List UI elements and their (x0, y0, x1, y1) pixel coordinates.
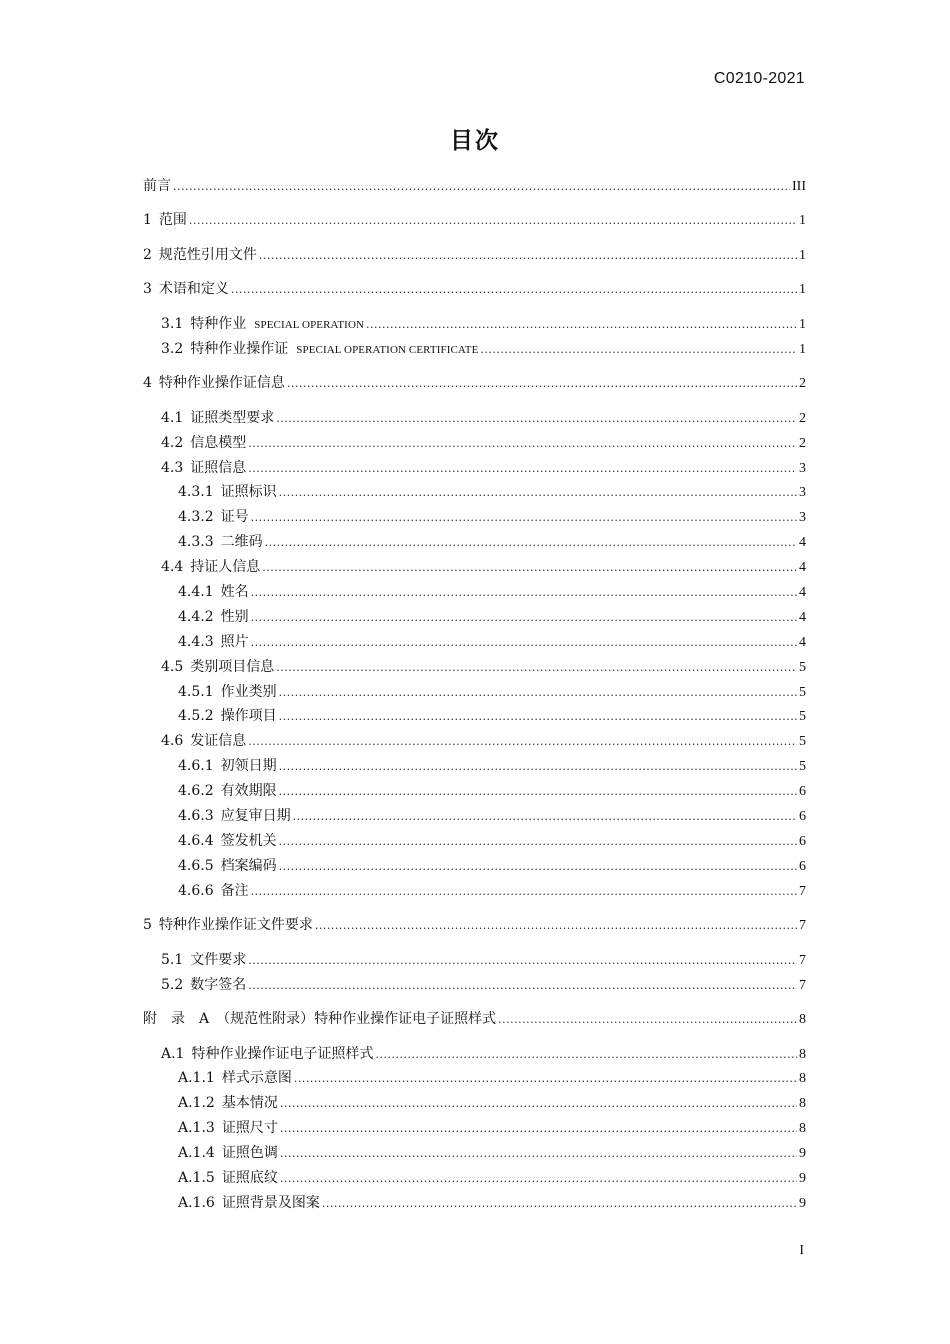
toc-entry-number: 4.4 (161, 559, 184, 576)
toc-entry-number: 4.3.3 (178, 534, 214, 551)
toc-dot-leader (315, 914, 797, 939)
toc-entry-label: 证照背景及图案 (221, 1194, 320, 1211)
toc-entry[interactable] (143, 1166, 806, 1191)
toc-entry[interactable] (143, 913, 806, 938)
toc-entry-label: 数字签名 (190, 976, 247, 993)
toc-dot-leader (248, 432, 797, 457)
toc-entry[interactable] (143, 655, 806, 680)
toc-dot-leader (279, 855, 797, 880)
toc-entry-number: 4.6.6 (178, 882, 214, 899)
toc-entry-number: 3 (143, 281, 152, 298)
toc-entry-number: 4.5.2 (178, 708, 214, 725)
toc-entry-label: 前言 (143, 178, 171, 194)
toc-entry-page-number: 7 (799, 883, 806, 899)
toc-dot-leader (276, 407, 797, 432)
toc-entry-label: 持证人信息 (190, 559, 261, 576)
toc-entry-number: 5 (143, 917, 152, 934)
toc-dot-leader (251, 506, 797, 531)
toc-entry-page-number: 8 (799, 1012, 806, 1028)
toc-entry-page-number: 7 (799, 952, 806, 968)
toc-entry[interactable] (143, 456, 806, 481)
toc-entry-number: 4.3 (161, 459, 184, 476)
toc-entry-number: 4.6.3 (178, 808, 214, 825)
toc-dot-leader (248, 974, 797, 999)
toc-entry[interactable] (143, 1091, 806, 1116)
toc-dot-leader (265, 531, 797, 556)
toc-entry-page-number: 9 (799, 1195, 806, 1211)
toc-entry-page-number: 4 (799, 585, 806, 601)
toc-entry[interactable] (143, 208, 806, 233)
toc-entry[interactable] (143, 879, 806, 904)
toc-entry[interactable] (143, 1116, 806, 1141)
toc-entry-page-number: 6 (799, 833, 806, 849)
toc-entry[interactable] (143, 1042, 806, 1067)
toc-entry-label: 性别 (220, 608, 249, 625)
toc-entry-number: 4.1 (161, 409, 184, 426)
toc-entry-page-number: 1 (799, 341, 806, 357)
toc-entry-page-number: 1 (799, 316, 806, 332)
toc-entry[interactable] (143, 1141, 806, 1166)
toc-entry-number: 附 录 A (143, 1011, 210, 1028)
toc-entry[interactable] (143, 530, 806, 555)
toc-dot-leader (251, 581, 797, 606)
toc-dot-leader (498, 1008, 797, 1033)
toc-dot-leader (189, 209, 797, 234)
toc-entry-number: 2 (143, 246, 152, 263)
toc-entry-number: 4.6.1 (178, 758, 214, 775)
toc-entry-page-number: 5 (799, 709, 806, 725)
toc-entry-label: 二维码 (220, 534, 263, 551)
toc-entry-page-number: 9 (799, 1146, 806, 1162)
toc-entry-number: A.1.5 (178, 1170, 215, 1186)
page-folio: I (799, 1243, 804, 1258)
toc-entry-label: 证照类型要求 (190, 409, 275, 426)
toc-entry[interactable] (143, 804, 806, 829)
toc-entry[interactable] (143, 277, 806, 302)
toc-entry-label: 档案编码 (220, 857, 277, 874)
toc-entry-page-number: 8 (799, 1046, 806, 1062)
toc-entry-label: 备注 (220, 882, 249, 899)
toc-entry-number: 4.5.1 (178, 683, 214, 700)
toc-entry[interactable] (143, 829, 806, 854)
toc-entry-page-number: 4 (799, 609, 806, 625)
toc-entry[interactable] (143, 948, 806, 973)
toc-dot-leader (259, 244, 797, 269)
toc-entry[interactable] (143, 680, 806, 705)
toc-entry-page-number: 9 (799, 1171, 806, 1186)
toc-dot-leader (294, 1067, 797, 1092)
toc-entry[interactable] (143, 480, 806, 505)
toc-entry[interactable] (143, 243, 806, 268)
toc-entry-number: 5.2 (161, 976, 184, 993)
toc-entry-label: 证照底纹 (221, 1170, 278, 1186)
toc-entry-label: 特种作业操作证信息 (158, 375, 285, 392)
toc-entry-label: 范围 (158, 212, 187, 229)
toc-entry-page-number: 5 (799, 659, 806, 675)
toc-entry-label: 初领日期 (220, 758, 277, 775)
toc-entry-page-number: 6 (799, 784, 806, 800)
toc-entry-label: 类别项目信息 (190, 658, 275, 675)
toc-dot-leader (279, 481, 797, 506)
toc-entry[interactable] (143, 1191, 806, 1216)
toc-entry-page-number: 2 (799, 376, 806, 392)
toc-dot-leader (280, 1142, 797, 1167)
toc-entry-number: 4.2 (161, 434, 184, 451)
toc-entry-number: 4.6 (161, 733, 184, 750)
page-title: 目次 (450, 128, 500, 154)
toc-entry-page-number: 6 (799, 809, 806, 825)
toc-entry-number: 5.1 (161, 951, 184, 968)
toc-dot-leader (248, 457, 797, 482)
toc-entry[interactable] (143, 704, 806, 729)
toc-entry-number: 4.5 (161, 658, 184, 675)
toc-entry-page-number: 7 (799, 918, 806, 934)
toc-entry-page-number: 4 (799, 560, 806, 576)
toc-entry-page-number: 7 (799, 977, 806, 993)
toc-entry-label: 基本情况 (221, 1095, 278, 1112)
toc-entry[interactable] (143, 729, 806, 754)
toc-dot-leader (375, 1043, 797, 1068)
toc-entry-english-term: SPECIAL OPERATION (254, 318, 365, 331)
toc-dot-leader (480, 338, 797, 363)
toc-entry-page-number: 6 (799, 858, 806, 874)
toc-dot-leader (366, 313, 797, 338)
toc-entry[interactable] (143, 973, 806, 998)
toc-entry[interactable] (143, 555, 806, 580)
toc-entry-page-number: 3 (799, 510, 806, 526)
toc-entry-label: 有效期限 (220, 783, 277, 800)
toc-entry[interactable] (143, 580, 806, 605)
document-code: C0210-2021 (713, 70, 805, 87)
toc-entry-page-number: 1 (799, 247, 806, 263)
toc-entry[interactable] (143, 605, 806, 630)
toc-entry-label: 证照尺寸 (221, 1120, 278, 1137)
toc-entry-label: 特种作业操作证文件要求 (158, 917, 313, 934)
toc-entry-page-number: 4 (799, 634, 806, 650)
toc-entry-number: 4.4.1 (178, 584, 214, 601)
toc-entry-label: 证照色调 (221, 1145, 278, 1162)
toc-entry-label: 姓名 (220, 584, 249, 601)
toc-entry-page-number: 8 (799, 1121, 806, 1137)
toc-entry[interactable] (143, 406, 806, 431)
toc-dot-leader (279, 755, 797, 780)
toc-dot-leader (251, 880, 797, 905)
toc-entry[interactable] (143, 854, 806, 879)
toc-entry-label: （规范性附录）特种作业操作证电子证照样式 (216, 1011, 497, 1028)
toc-entry-number: 4.6.4 (178, 832, 214, 849)
toc-entry-number: 3.2 (161, 340, 184, 357)
toc-entry-label: 签发机关 (220, 832, 277, 849)
toc-entry-page-number: 5 (799, 759, 806, 775)
toc-entry-page-number: 1 (799, 282, 806, 298)
toc-entry-page-number: 8 (799, 1071, 806, 1087)
toc-dot-leader (248, 730, 797, 755)
toc-entry-label: 特种作业 (190, 315, 247, 332)
toc-entry[interactable] (143, 431, 806, 456)
toc-dot-leader (280, 1092, 797, 1117)
toc-entry-number: 4.4.3 (178, 633, 214, 650)
toc-dot-leader (280, 1167, 797, 1192)
toc-entry-number: A.1.1 (178, 1070, 215, 1087)
toc-entry-number: 4.6.2 (178, 783, 214, 800)
toc-entry[interactable] (143, 779, 806, 804)
toc-dot-leader (279, 681, 797, 706)
toc-entry-number: A.1.4 (178, 1145, 215, 1162)
toc-dot-leader (287, 372, 797, 397)
toc-entry[interactable] (143, 337, 806, 362)
toc-entry-label: 特种作业操作证 (190, 340, 289, 357)
toc-entry-page-number: 1 (799, 213, 806, 229)
toc-dot-leader (293, 805, 797, 830)
toc-entry[interactable] (143, 174, 806, 199)
toc-entry-page-number: III (792, 179, 806, 194)
toc-entry-label: 照片 (220, 633, 249, 650)
toc-entry-label: 应复审日期 (220, 808, 291, 825)
toc-entry-number: 4 (143, 375, 152, 392)
table-of-contents (143, 174, 806, 1216)
toc-entry[interactable] (143, 1007, 806, 1032)
toc-entry-page-number: 8 (799, 1096, 806, 1112)
toc-entry[interactable] (143, 630, 806, 655)
toc-dot-leader (251, 631, 797, 656)
toc-entry[interactable] (143, 754, 806, 779)
toc-entry-number: 1 (143, 212, 152, 229)
toc-entry-page-number: 3 (799, 485, 806, 501)
toc-entry-number: 4.3.1 (178, 484, 214, 501)
toc-dot-leader (248, 949, 797, 974)
toc-entry-number: 4.6.5 (178, 857, 214, 874)
toc-entry-number: 4.3.2 (178, 509, 214, 526)
toc-entry-label: 规范性引用文件 (158, 246, 257, 263)
toc-entry-number: A.1.6 (178, 1194, 215, 1211)
toc-entry-page-number: 4 (799, 535, 806, 551)
toc-entry-label: 作业类别 (220, 683, 277, 700)
toc-entry[interactable] (143, 312, 806, 337)
toc-entry-number: 3.1 (161, 315, 184, 332)
toc-dot-leader (279, 780, 797, 805)
toc-dot-leader (251, 606, 797, 631)
toc-entry-label: 术语和定义 (158, 281, 229, 298)
toc-entry-number: 4.4.2 (178, 608, 214, 625)
toc-dot-leader (231, 278, 797, 303)
toc-entry[interactable] (143, 371, 806, 396)
toc-entry-label: 信息模型 (190, 434, 247, 451)
toc-dot-leader (279, 830, 797, 855)
toc-dot-leader (322, 1192, 797, 1217)
toc-entry-page-number: 2 (799, 435, 806, 451)
toc-entry[interactable] (143, 505, 806, 530)
toc-dot-leader (276, 656, 797, 681)
toc-entry-label: 发证信息 (190, 733, 247, 750)
toc-entry-label: 证照信息 (190, 459, 247, 476)
toc-dot-leader (173, 175, 790, 200)
toc-entry-number: A.1.2 (178, 1095, 215, 1112)
toc-entry-label: 操作项目 (220, 708, 277, 725)
toc-dot-leader (262, 556, 797, 581)
toc-dot-leader (280, 1117, 797, 1142)
toc-entry[interactable] (143, 1066, 806, 1091)
toc-entry-page-number: 3 (799, 460, 806, 476)
toc-entry-label: 特种作业操作证电子证照样式 (191, 1045, 374, 1062)
toc-entry-english-term: SPECIAL OPERATION CERTIFICATE (296, 343, 479, 356)
toc-entry-label: 文件要求 (190, 951, 247, 968)
toc-dot-leader (279, 705, 797, 730)
toc-entry-page-number: 5 (799, 684, 806, 700)
toc-entry-label: 证号 (220, 509, 249, 526)
toc-entry-page-number: 5 (799, 734, 806, 750)
toc-entry-number: A.1.3 (178, 1120, 215, 1137)
toc-entry-label: 证照标识 (220, 484, 277, 501)
toc-entry-page-number: 2 (799, 410, 806, 426)
toc-entry-label: 样式示意图 (221, 1070, 292, 1087)
toc-entry-number: A.1 (161, 1045, 185, 1062)
